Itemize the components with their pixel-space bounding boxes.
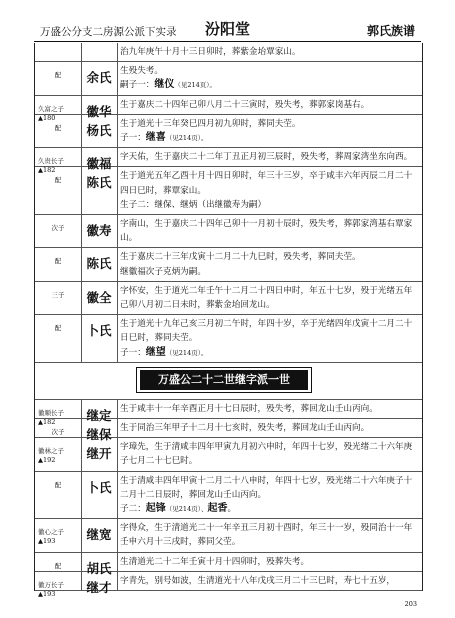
- bio-text: [120, 419, 418, 437]
- bio-line: 字南山，生于嘉庆二十四年己卯十一月初十辰时，殁失考，葬郭家湾基右覃家山。: [120, 219, 413, 244]
- relation-label: 配: [54, 257, 62, 266]
- table-row: [35, 148, 422, 175]
- heir-label: 嗣子一：: [120, 80, 155, 91]
- heir-ref: （见214页）、: [165, 505, 208, 514]
- page-ref: ▲193: [38, 589, 56, 598]
- heir-name: 起香: [207, 503, 228, 515]
- bio-line: 生于清咸丰四年甲寅十二月二十八申时，年四十七岁，殁光绪二十六年庚子十二月十二日辰时，葬回龙山壬山丙向。: [120, 475, 413, 500]
- table-row: [35, 438, 422, 471]
- bio-text: [120, 553, 418, 571]
- heir-ref: （见214页）。: [165, 134, 208, 143]
- heir-name: 继仪: [154, 79, 175, 91]
- relation-cell: [35, 115, 82, 147]
- relation-label: 三子: [51, 290, 65, 299]
- name-cell: [81, 215, 118, 247]
- relation-cell: [35, 315, 82, 362]
- table-row: [35, 553, 422, 576]
- table-row: [35, 96, 422, 122]
- header-center: 汾阳堂: [204, 20, 250, 38]
- table-row: [35, 572, 422, 598]
- table-row: [35, 282, 422, 315]
- person-name: 陈氏: [86, 175, 112, 191]
- heir-line: [120, 346, 418, 360]
- heir-name: 继喜: [145, 132, 166, 144]
- banner-row: [35, 363, 422, 400]
- person-name: 继保: [86, 427, 112, 443]
- bio-text: [120, 315, 418, 362]
- relation-cell: [35, 43, 82, 61]
- table-row: [35, 519, 422, 552]
- relation-label: 配: [54, 71, 62, 80]
- heir-label: 子二：: [120, 504, 146, 515]
- page-number: 203: [404, 600, 417, 608]
- bio-line: 字怀安，生于道光二年壬午十二月二十四日申时，年五十七岁，殁于光绪五年己卯八月初二日未时，葬紫金坮回龙山。: [120, 285, 413, 311]
- relation-cell: [35, 400, 82, 426]
- relation-label: 徽顺长子: [38, 408, 64, 417]
- relation-cell: [35, 282, 82, 314]
- bio-line: 生于道光五年乙酉十月十四日卯时，年三十三岁，卒于咸丰六年丙辰二月二十四日巳时，葬覃家山。: [120, 171, 413, 196]
- bio-text: [120, 148, 418, 166]
- bio-text: [120, 438, 418, 470]
- relation-label: 次子: [51, 224, 65, 233]
- header-rule: [34, 41, 421, 42]
- person-name: 陈氏: [86, 256, 112, 272]
- page-ref: ▲193: [38, 537, 56, 546]
- relation-label: 久贵长子: [38, 157, 64, 166]
- relation-label: 配: [54, 561, 62, 570]
- table-row: [35, 248, 422, 281]
- page-ref: ▲182: [38, 166, 56, 175]
- name-cell: [81, 43, 118, 61]
- relation-cell: [35, 62, 82, 94]
- bio-line: 治九年庚午十月十三日卯时，葬紫金坮覃家山。: [120, 47, 301, 57]
- heir-ref: （见214页）。: [165, 348, 208, 357]
- heir-name: 起锋: [145, 503, 166, 515]
- relation-cell: [35, 519, 82, 551]
- name-cell: [81, 148, 118, 172]
- bio-text: [120, 215, 418, 247]
- table-row: [35, 62, 422, 95]
- bio-text: [120, 472, 418, 519]
- heir-line: [120, 131, 418, 145]
- bio-line: 生清道光二十二年壬寅十月十四卯时，殁葬失考。: [120, 556, 310, 567]
- relation-label: 徽万长子: [38, 580, 64, 589]
- table-row: [35, 215, 422, 248]
- relation-label: 徽心之子: [38, 528, 64, 537]
- person-name: 胡氏: [86, 560, 112, 576]
- person-name: 继宽: [86, 527, 112, 543]
- person-name: 徽全: [86, 289, 112, 305]
- relation-cell: [35, 167, 82, 214]
- relation-label: 配: [54, 480, 62, 489]
- heir-name: 继望: [145, 346, 166, 358]
- relation-label: 配: [54, 123, 62, 132]
- name-cell: [81, 282, 118, 314]
- table-row: [35, 419, 422, 443]
- name-cell: [81, 248, 118, 280]
- table-row: [35, 400, 422, 426]
- person-name: 卜氏: [86, 479, 112, 495]
- person-name: 继开: [86, 446, 112, 462]
- person-name: 徽寿: [86, 223, 112, 239]
- bio-line: 字青先，别号如波，生清道光十八年戊戌三月二十三巳时，寿七十五岁，: [120, 575, 396, 586]
- header-left: 万盛公分支二房源公派下实录: [40, 26, 177, 38]
- genealogy-table: [34, 43, 423, 598]
- name-cell: [81, 115, 118, 147]
- bio-text: [120, 282, 418, 314]
- name-cell: [81, 519, 118, 551]
- person-name: 杨氏: [86, 122, 112, 138]
- page-ref: ▲182: [38, 417, 56, 426]
- name-cell: [81, 167, 118, 214]
- bio-text: [120, 167, 418, 214]
- bio-line: 字得众，生于清道光二十一年辛丑三月初十酉时，年三十一岁，殁同治十一年壬申六月十三戌时，葬同父茔。: [120, 523, 413, 548]
- page-ref: ▲180: [38, 113, 56, 122]
- relation-cell: [35, 215, 82, 247]
- heir-line: [120, 78, 418, 92]
- relation-label: 次子: [51, 428, 65, 437]
- relation-cell: [35, 472, 82, 519]
- relation-cell: [35, 438, 82, 470]
- relation-label: 配: [54, 324, 62, 333]
- bio-text: [120, 43, 418, 61]
- person-name: 徽福: [86, 156, 112, 172]
- person-name: 余氏: [86, 70, 112, 86]
- name-cell: [81, 315, 118, 362]
- person-name: 继定: [86, 407, 112, 423]
- relation-cell: [35, 553, 82, 571]
- relation-label: 久富之子: [38, 104, 64, 113]
- bio-line: 生子二：继保、继炳（出继徽寿为嗣）: [120, 199, 267, 210]
- page-ref: ▲192: [38, 456, 56, 465]
- bio-text: [120, 519, 418, 551]
- bio-line: 生于咸丰十一年辛酉正月十七日辰时，殁失考，葬回龙山壬山丙向。: [120, 403, 378, 414]
- bio-line: 生于嘉庆二十四年己卯八月二十三寅时，殁失考，葬郭家岗基右。: [120, 99, 370, 110]
- bio-line: 生于道光十三年癸巳四月初九卯时，葬同夫茔。: [120, 118, 301, 129]
- bio-text: [120, 572, 418, 590]
- generation-banner: 万盛公二十二世继字派一世: [140, 370, 308, 390]
- relation-label: 配: [54, 176, 62, 185]
- heir-ref: （见214页）。: [174, 81, 217, 90]
- relation-cell: [35, 148, 82, 175]
- bio-text: [120, 96, 418, 114]
- heir-line: [120, 502, 418, 516]
- relation-cell: [35, 572, 82, 598]
- name-cell: [81, 572, 118, 595]
- header-right: 郭氏族谱: [366, 24, 415, 38]
- bio-line: 生殁失考。: [120, 66, 163, 77]
- page-header: [0, 0, 455, 42]
- name-cell: [81, 62, 118, 94]
- name-cell: [81, 553, 118, 576]
- name-cell: [81, 400, 118, 423]
- bio-line: 生于道光十九年己亥三月初二午时，年四十岁，卒于光绪四年戊寅十二月二十日巳时，葬同夫茔。: [120, 319, 413, 344]
- table-row: [35, 315, 422, 363]
- name-cell: [81, 419, 118, 443]
- name-cell: [81, 96, 118, 119]
- person-name: 徽华: [86, 103, 112, 119]
- bio-line: 字天佑，生于嘉庆二十二年丁丑正月初三辰时，殁失考，葬周家湾坐东向西。: [120, 152, 413, 163]
- name-cell: [81, 472, 118, 519]
- table-row: [35, 115, 422, 148]
- relation-cell: [35, 419, 82, 437]
- relation-cell: [35, 96, 82, 122]
- bio-text: [120, 115, 418, 147]
- bio-line: 生于同治三年甲子十二月十七亥时，殁失考，葬回龙山壬山丙向。: [120, 423, 370, 434]
- heir-end: 。: [227, 504, 237, 515]
- relation-label: 徽林之子: [38, 447, 64, 456]
- heir-label: 子一：: [120, 133, 146, 144]
- bio-text: [120, 400, 418, 418]
- table-row: [35, 43, 422, 62]
- name-cell: [81, 438, 118, 470]
- bio-line: 生于嘉庆二十三年戊寅十二月二十九巳时，殁失考，葬同夫茔。: [120, 252, 361, 263]
- table-row: [35, 472, 422, 520]
- heir-label: 子一：: [120, 347, 146, 358]
- relation-cell: [35, 248, 82, 280]
- person-name: 卜氏: [86, 323, 112, 339]
- table-row: [35, 167, 422, 215]
- bio-text: [120, 248, 418, 280]
- bio-line: 字璋先，生于清咸丰四年甲寅九月初六申时，年四十七岁，殁光绪二十六年庚子七月二十七巳时。: [120, 442, 413, 467]
- person-name: 继才: [86, 579, 112, 595]
- bio-text: [120, 62, 418, 94]
- bio-line: 继徽福次子克炳为嗣。: [120, 266, 206, 277]
